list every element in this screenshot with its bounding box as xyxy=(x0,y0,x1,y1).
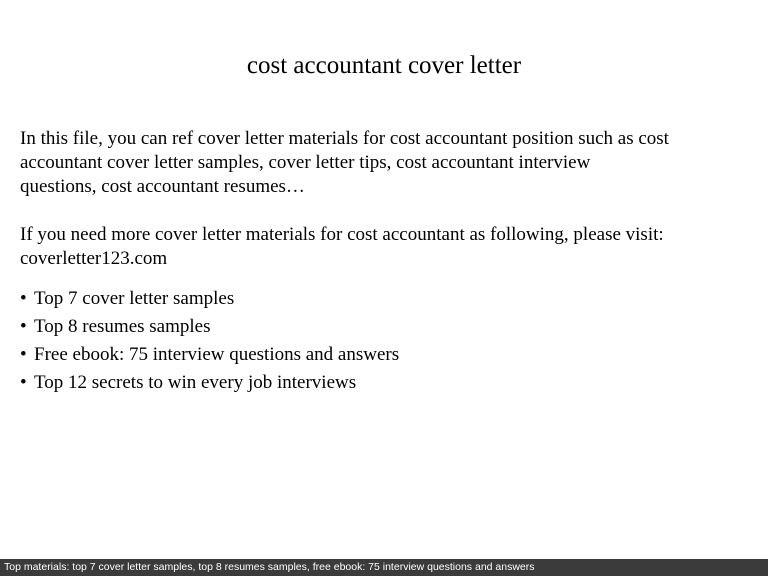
list-item xyxy=(20,341,760,369)
visit-paragraph: If you need more cover letter materials for cost accountant as following, please visit: coverletter123.com xyxy=(20,224,664,269)
bullet-icon: • xyxy=(20,372,27,393)
list-item-text: Top 8 resumes samples xyxy=(34,316,211,337)
bullet-icon: • xyxy=(20,344,27,365)
list-item xyxy=(20,313,760,341)
list-item-text: Top 7 cover letter samples xyxy=(34,288,235,309)
slide-title: cost accountant cover letter xyxy=(246,52,522,79)
bullet-icon: • xyxy=(20,288,27,309)
list-item xyxy=(20,369,760,397)
bullet-icon: • xyxy=(20,316,27,337)
intro-paragraph: In this file, you can ref cover letter materials for cost accountant position such as cost accountant cover letter samples, cover letter tips, cost accountant interview questions, cost accountant resumes… xyxy=(20,128,669,197)
slide-body xyxy=(20,127,760,397)
footer-bar: Top materials: top 7 cover letter samples, top 8 resumes samples, free ebook: 75 interview questions and answers xyxy=(0,559,768,576)
materials-list xyxy=(20,285,760,397)
list-item xyxy=(20,285,760,313)
list-item-text: Free ebook: 75 interview questions and answers xyxy=(34,344,400,365)
list-item-text: Top 12 secrets to win every job interviews xyxy=(34,372,357,393)
